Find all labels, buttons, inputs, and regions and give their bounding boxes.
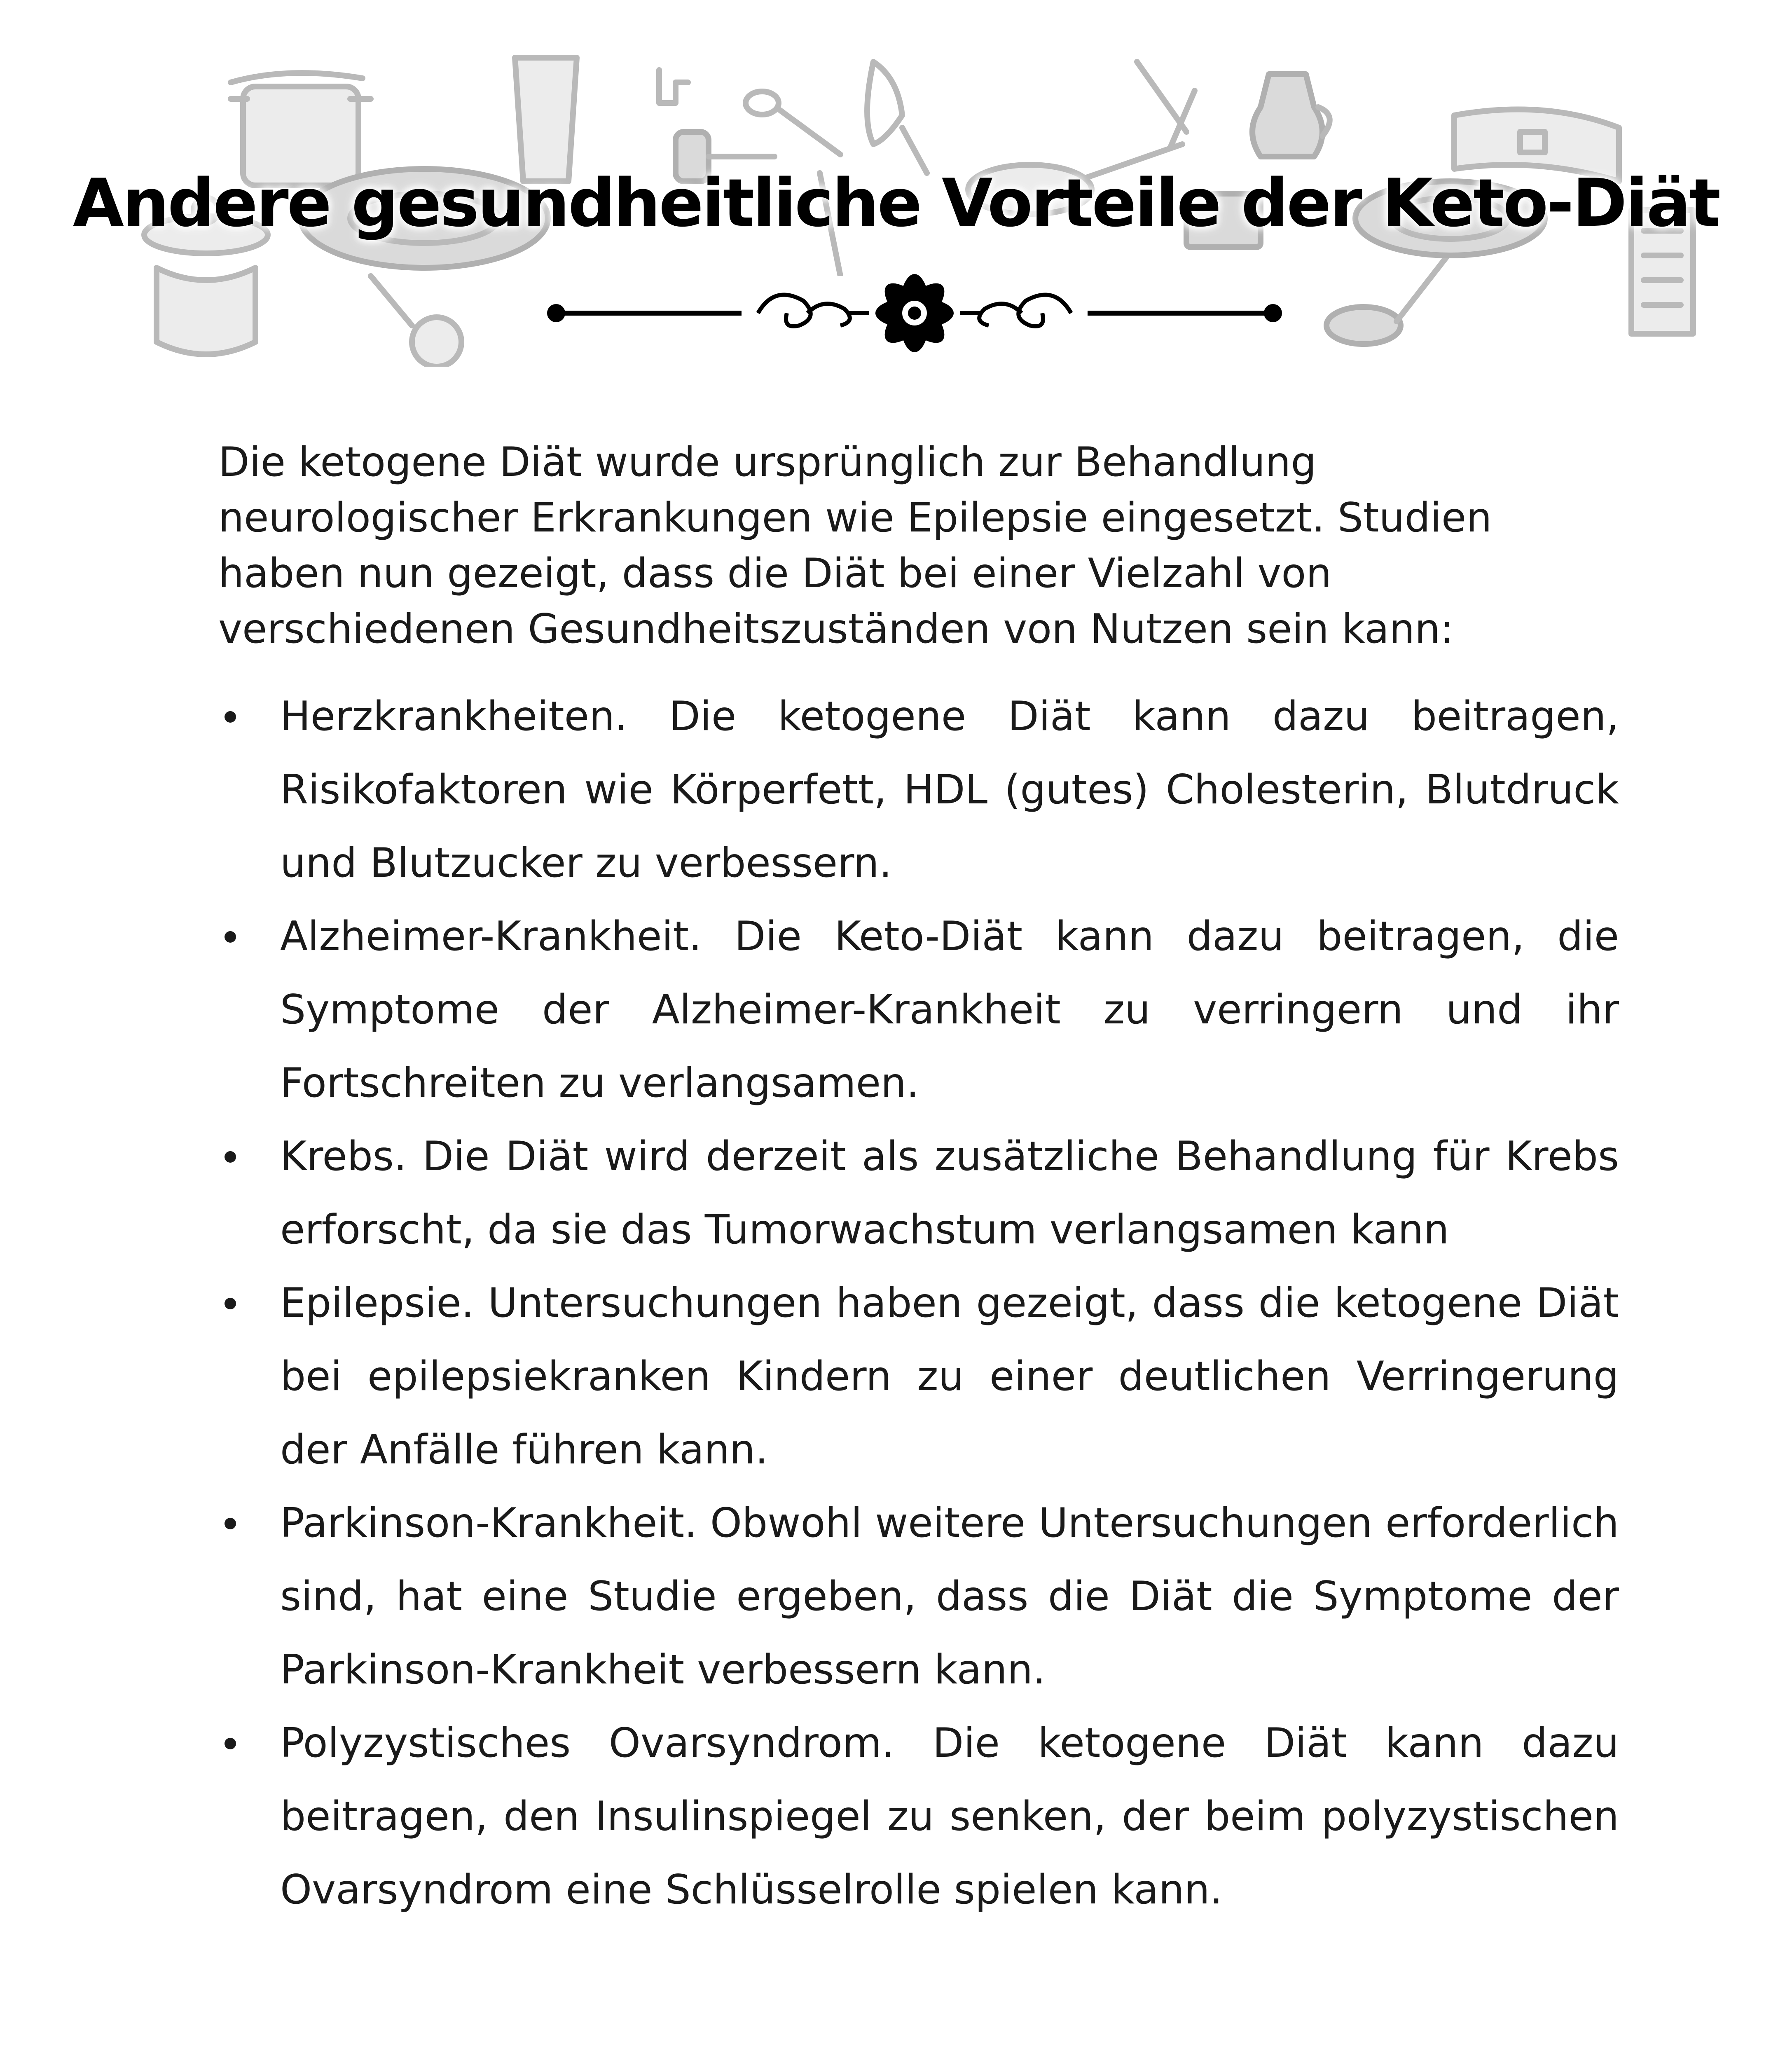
list-item-text: Alzheimer-Krankheit. Die Keto-Diät kann dazu beitragen, die Symptome der Alzheimer-Krankheit zu verringern und ihr Fortschreiten zu verlangsamen.: [280, 913, 1619, 1107]
page-title: Andere gesundheitliche Vorteile der Keto-Diät: [73, 164, 1719, 241]
list-item: [218, 1120, 1619, 1266]
list-item: [218, 1266, 1619, 1486]
glass-icon: [515, 58, 577, 181]
list-item: [218, 900, 1619, 1120]
list-item: [218, 1707, 1619, 1927]
list-item-text: Epilepsie. Untersuchungen haben gezeigt, dass die ketogene Diät bei epilepsiekranken Kindern zu einer deutlichen Verringerung der Anfälle führen kann.: [280, 1280, 1619, 1473]
list-item-text: Herzkrankheiten. Die ketogene Diät kann dazu beitragen, Risikofaktoren wie Körperfett, HDL (gutes) Cholesterin, Blutdruck und Blutzucker zu verbessern.: [280, 693, 1619, 887]
list-item-text: Polyzystisches Ovarsyndrom. Die ketogene Diät kann dazu beitragen, den Insulinspiegel zu senken, der beim polyzystischen Ovarsyndrom eine Schlüsselrolle spielen kann.: [280, 1720, 1619, 1913]
list-item-text: Parkinson-Krankheit. Obwohl weitere Untersuchungen erforderlich sind, hat eine Studie ergeben, dass die Diät die Symptome der Parkinson-Krankheit verbessern kann.: [280, 1500, 1619, 1693]
skimmer-icon: [371, 276, 461, 367]
spoon-icon: [746, 91, 840, 154]
whisk-icon: [867, 62, 927, 173]
ladle-icon: [1326, 247, 1454, 344]
list-item: [218, 680, 1619, 900]
jug-icon: [1252, 74, 1330, 157]
intro-paragraph: Die ketogene Diät wurde ursprünglich zur Behandlung neurologischer Erkrankungen wie Epilepsie eingesetzt. Studien haben nun gezeigt, dass die Diät bei einer Vielzahl von verschiedenen Gesundheitszuständen von Nutzen sein kann:: [218, 439, 1492, 653]
list-item: [218, 1486, 1619, 1707]
flower-divider-icon: [544, 260, 1285, 367]
list-item-text: Krebs. Die Diät wird derzeit als zusätzliche Behandlung für Krebs erforscht, da sie das Tumorwachstum verlangsamen kann: [280, 1133, 1619, 1253]
benefits-list: [218, 680, 1619, 1927]
knife-icon: [1137, 62, 1195, 148]
